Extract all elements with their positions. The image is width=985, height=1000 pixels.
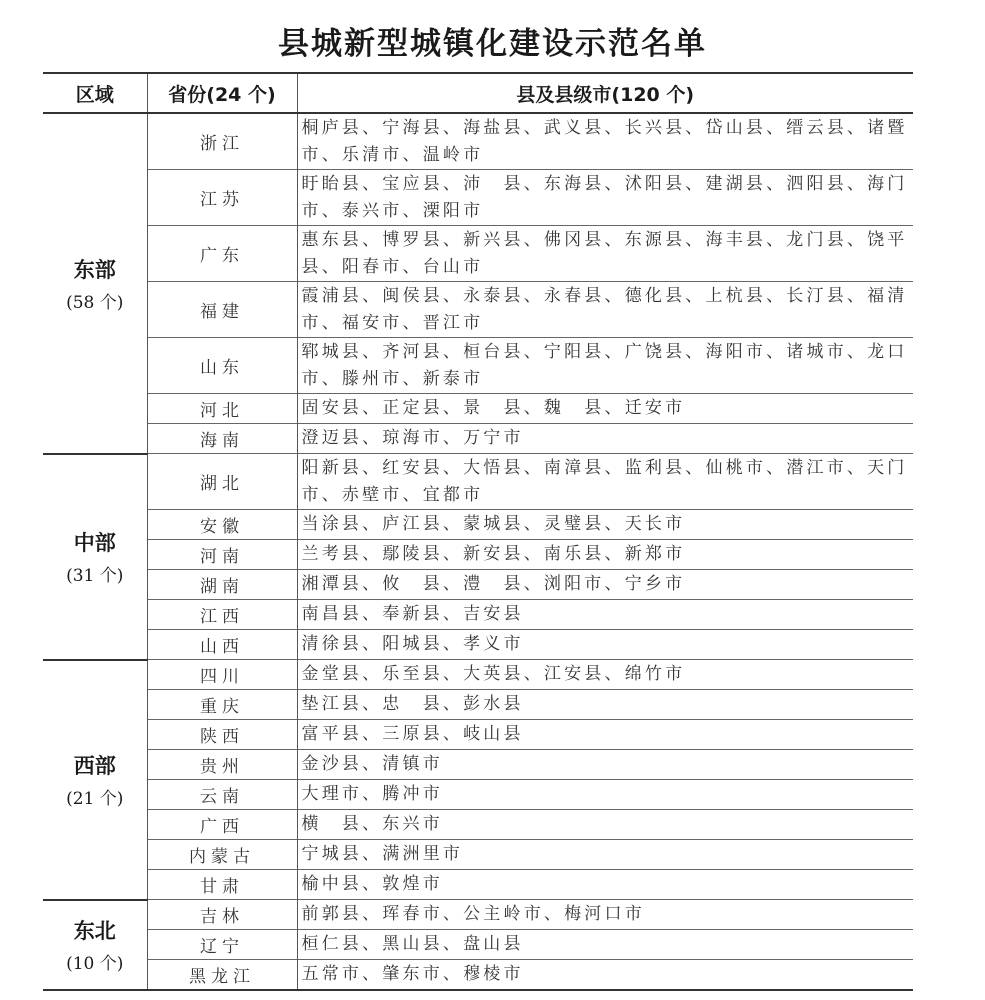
region-count: (21 个) xyxy=(66,789,124,809)
region-name: 东部 xyxy=(73,257,116,282)
table-row xyxy=(43,170,913,226)
province-cell: 广东 xyxy=(147,226,297,282)
header-counties: 县及县级市(120 个) xyxy=(297,73,913,113)
province-cell: 陕西 xyxy=(147,720,297,750)
province-cell: 甘肃 xyxy=(147,870,297,900)
table-row xyxy=(43,600,913,630)
province-cell: 吉林 xyxy=(147,900,297,930)
counties-cell: 横 县、东兴市 xyxy=(297,810,913,840)
province-cell: 江西 xyxy=(147,600,297,630)
table-row xyxy=(43,630,913,660)
province-cell: 辽宁 xyxy=(147,930,297,960)
province-cell: 海南 xyxy=(147,424,297,454)
counties-cell: 金沙县、清镇市 xyxy=(297,750,913,780)
table-row xyxy=(43,750,913,780)
counties-cell: 清徐县、阳城县、孝义市 xyxy=(297,630,913,660)
table-row xyxy=(43,840,913,870)
table-row xyxy=(43,394,913,424)
province-cell: 福建 xyxy=(147,282,297,338)
region-cell xyxy=(43,660,147,900)
counties-cell: 澄迈县、琼海市、万宁市 xyxy=(297,424,913,454)
province-cell: 河北 xyxy=(147,394,297,424)
province-cell: 四川 xyxy=(147,660,297,690)
region-cell xyxy=(43,900,147,991)
table-row xyxy=(43,720,913,750)
province-cell: 河南 xyxy=(147,540,297,570)
counties-cell: 惠东县、博罗县、新兴县、佛冈县、东源县、海丰县、龙门县、饶平县、阳春市、台山市 xyxy=(297,226,913,282)
table-row xyxy=(43,282,913,338)
table-row xyxy=(43,780,913,810)
table-row xyxy=(43,960,913,991)
table-row xyxy=(43,454,913,510)
counties-cell: 富平县、三原县、岐山县 xyxy=(297,720,913,750)
table-row xyxy=(43,540,913,570)
counties-cell: 南昌县、奉新县、吉安县 xyxy=(297,600,913,630)
counties-cell: 金堂县、乐至县、大英县、江安县、绵竹市 xyxy=(297,660,913,690)
table-row xyxy=(43,424,913,454)
table-row xyxy=(43,570,913,600)
table-row xyxy=(43,338,913,394)
table-row xyxy=(43,930,913,960)
province-cell: 云南 xyxy=(147,780,297,810)
region-cell xyxy=(43,113,147,454)
region-name: 中部 xyxy=(73,531,116,555)
table-row xyxy=(43,660,913,690)
province-cell: 江苏 xyxy=(147,170,297,226)
counties-cell: 桓仁县、黑山县、盘山县 xyxy=(297,930,913,960)
region-group-west xyxy=(43,660,913,900)
province-cell: 湖北 xyxy=(147,454,297,510)
region-count: (10 个) xyxy=(66,954,124,975)
table-row xyxy=(43,690,913,720)
region-cell xyxy=(43,454,147,660)
region-name: 东北 xyxy=(73,919,116,944)
table-row xyxy=(43,900,913,930)
counties-cell: 榆中县、敦煌市 xyxy=(297,870,913,900)
header-region: 区域 xyxy=(43,73,147,113)
counties-cell: 当涂县、庐江县、蒙城县、灵璧县、天长市 xyxy=(297,510,913,540)
region-name: 西部 xyxy=(73,754,116,778)
province-cell: 内蒙古 xyxy=(147,840,297,870)
province-cell: 湖南 xyxy=(147,570,297,600)
counties-cell: 垫江县、忠 县、彭水县 xyxy=(297,690,913,720)
province-cell: 重庆 xyxy=(147,690,297,720)
region-group-northeast xyxy=(43,900,913,991)
region-group-central xyxy=(43,454,913,660)
counties-cell: 郓城县、齐河县、桓台县、宁阳县、广饶县、海阳市、诸城市、龙口市、滕州市、新泰市 xyxy=(297,338,913,394)
province-cell: 广西 xyxy=(147,810,297,840)
table-row xyxy=(43,510,913,540)
counties-cell: 宁城县、满洲里市 xyxy=(297,840,913,870)
table-header-row xyxy=(43,73,913,113)
table-row xyxy=(43,226,913,282)
counties-cell: 桐庐县、宁海县、海盐县、武义县、长兴县、岱山县、缙云县、诸暨市、乐清市、温岭市 xyxy=(297,113,913,170)
counties-cell: 霞浦县、闽侯县、永泰县、永春县、德化县、上杭县、长汀县、福清市、福安市、晋江市 xyxy=(297,282,913,338)
table-row xyxy=(43,870,913,900)
counties-cell: 大理市、腾冲市 xyxy=(297,780,913,810)
province-cell: 黑龙江 xyxy=(147,960,297,991)
region-group-east xyxy=(43,113,913,454)
counties-cell: 五常市、肇东市、穆棱市 xyxy=(297,960,913,991)
table-row xyxy=(43,810,913,840)
region-count: (58 个) xyxy=(66,292,124,313)
province-cell: 山东 xyxy=(147,338,297,394)
demonstration-list-table xyxy=(43,72,913,991)
counties-cell: 前郭县、珲春市、公主岭市、梅河口市 xyxy=(297,900,913,930)
counties-cell: 兰考县、鄢陵县、新安县、南乐县、新郑市 xyxy=(297,540,913,570)
counties-cell: 湘潭县、攸 县、澧 县、浏阳市、宁乡市 xyxy=(297,570,913,600)
region-count: (31 个) xyxy=(66,566,124,586)
table-row xyxy=(43,113,913,170)
counties-cell: 盱眙县、宝应县、沛 县、东海县、沭阳县、建湖县、泗阳县、海门市、泰兴市、溧阳市 xyxy=(297,170,913,226)
header-province: 省份(24 个) xyxy=(147,73,297,113)
province-cell: 山西 xyxy=(147,630,297,660)
counties-cell: 固安县、正定县、景 县、魏 县、迁安市 xyxy=(297,394,913,424)
page-title: 县城新型城镇化建设示范名单 xyxy=(278,26,707,62)
counties-cell: 阳新县、红安县、大悟县、南漳县、监利县、仙桃市、潜江市、天门市、赤壁市、宜都市 xyxy=(297,454,913,510)
province-cell: 贵州 xyxy=(147,750,297,780)
province-cell: 安徽 xyxy=(147,510,297,540)
province-cell: 浙江 xyxy=(147,113,297,170)
